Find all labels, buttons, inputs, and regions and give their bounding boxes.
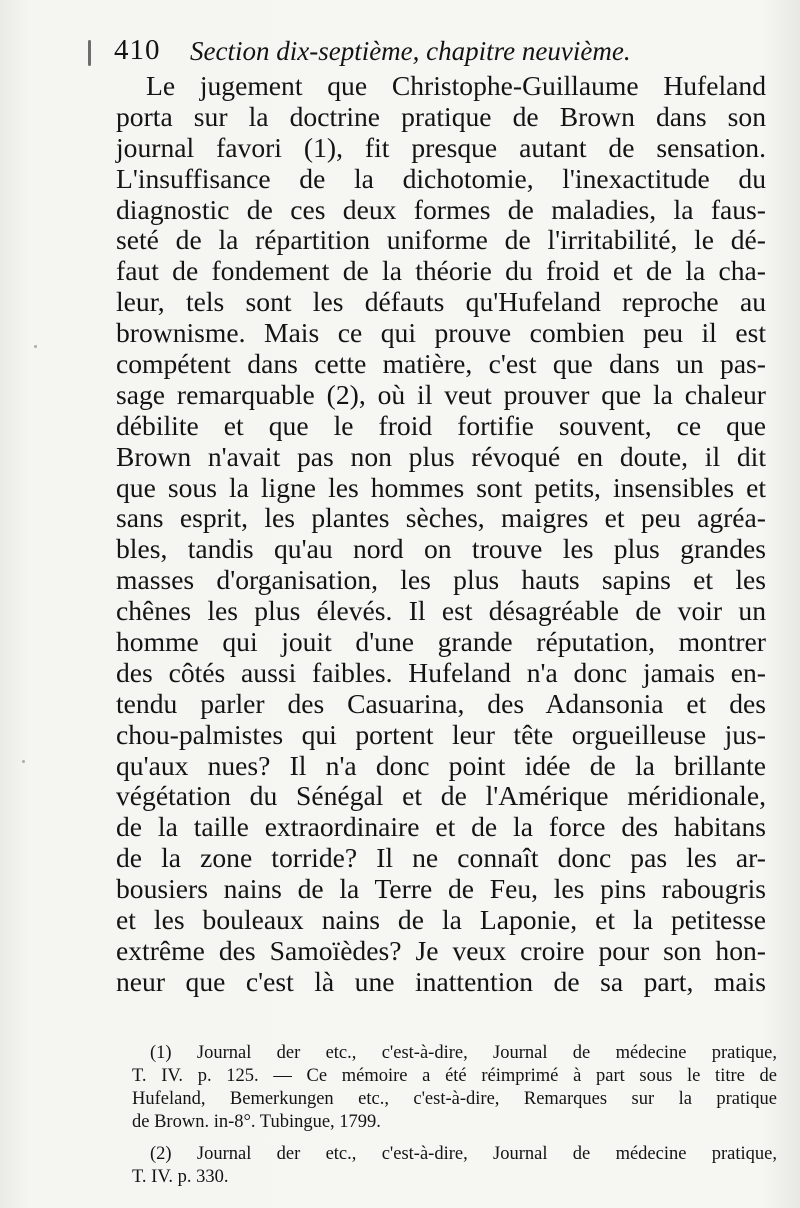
text-line: débilite et que le froid fortifie souvent, ce que xyxy=(116,409,766,441)
text-line: chou-palmistes qui portent leur tête orgueilleuse jus- xyxy=(116,718,766,750)
text-line: de la taille extraordinaire et de la force des habitans xyxy=(116,811,766,843)
body-text xyxy=(116,71,766,998)
footnote-1-line: T. IV. p. 125. — Ce mémoire a été réimprimé à part sous le titre de xyxy=(132,1066,777,1086)
paper-speck xyxy=(22,760,25,763)
margin-ink-mark xyxy=(88,40,91,66)
text-line: extrême des Samoïèdes? Je veux croire pour son hon- xyxy=(116,934,766,966)
footnotes xyxy=(132,1042,777,1189)
text-line: leur, tels sont les défauts qu'Hufeland reproche au xyxy=(116,286,766,318)
text-line: porta sur la doctrine pratique de Brown dans son xyxy=(116,100,766,132)
text-line: brownisme. Mais ce qui prouve combien peu il est xyxy=(116,317,766,349)
text-line: végétation du Sénégal et de l'Amérique méridionale, xyxy=(116,780,766,812)
text-line: sans esprit, les plantes sèches, maigres et peu agréa- xyxy=(116,502,766,534)
text-line: diagnostic de ces deux formes de maladies, la faus- xyxy=(116,193,766,225)
text-line: Brown n'avait pas non plus révoqué en doute, il dit xyxy=(116,440,766,472)
page-number: 410 xyxy=(114,34,161,66)
footnote-1-line: de Brown. in-8°. Tubingue, 1799. xyxy=(132,1112,381,1132)
footnote-1-line: Hufeland, Bemerkungen etc., c'est-à-dire, Remarques sur la pratique xyxy=(132,1089,777,1109)
text-line: neur que c'est là une inattention de sa part, mais xyxy=(116,965,766,997)
text-line: L'insuffisance de la dichotomie, l'inexactitude du xyxy=(116,162,766,194)
text-line: que sous la ligne les hommes sont petits, insensibles et xyxy=(116,471,766,503)
footnote-1-line: (1) Journal der etc., c'est-à-dire, Journal de médecine pratique, xyxy=(150,1043,777,1063)
footnote-2-line: (2) Journal der etc., c'est-à-dire, Journal de médecine pratique, xyxy=(150,1144,777,1164)
text-line: qu'aux nues? Il n'a donc point idée de la brillante xyxy=(116,749,766,781)
text-line: Le jugement que Christophe-Guillaume Hufeland xyxy=(146,70,766,101)
text-line: journal favori (1), fit presque autant de sensation. xyxy=(116,131,766,163)
text-line: de la zone torride? Il ne connaît donc pas les ar- xyxy=(116,842,766,874)
text-line: compétent dans cette matière, c'est que dans un pas- xyxy=(116,348,766,380)
text-line: faut de fondement de la théorie du froid et de la cha- xyxy=(116,255,766,287)
text-line: homme qui jouit d'une grande réputation, montrer xyxy=(116,626,766,658)
text-line: des côtés aussi faibles. Hufeland n'a donc jamais en- xyxy=(116,656,766,688)
text-line: masses d'organisation, les plus hauts sapins et les xyxy=(116,564,766,596)
paper-speck xyxy=(34,345,37,348)
running-title: Section dix-septième, chapitre neuvième. xyxy=(190,36,631,66)
text-line: chênes les plus élevés. Il est désagréable de voir un xyxy=(116,595,766,627)
footnote-2-line: T. IV. p. 330. xyxy=(132,1167,229,1187)
text-line: et les bouleaux nains de la Laponie, et la petitesse xyxy=(116,904,766,936)
text-line: bousiers nains de la Terre de Feu, les pins rabougris xyxy=(116,873,766,905)
text-line: tendu parler des Casuarina, des Adansonia et des xyxy=(116,687,766,719)
page-header xyxy=(114,32,754,72)
text-line: bles, tandis qu'au nord on trouve les plus grandes xyxy=(116,533,766,565)
text-line: sage remarquable (2), où il veut prouver que la chaleur xyxy=(116,378,766,410)
text-line: seté de la répartition uniforme de l'irritabilité, le dé- xyxy=(116,224,766,256)
